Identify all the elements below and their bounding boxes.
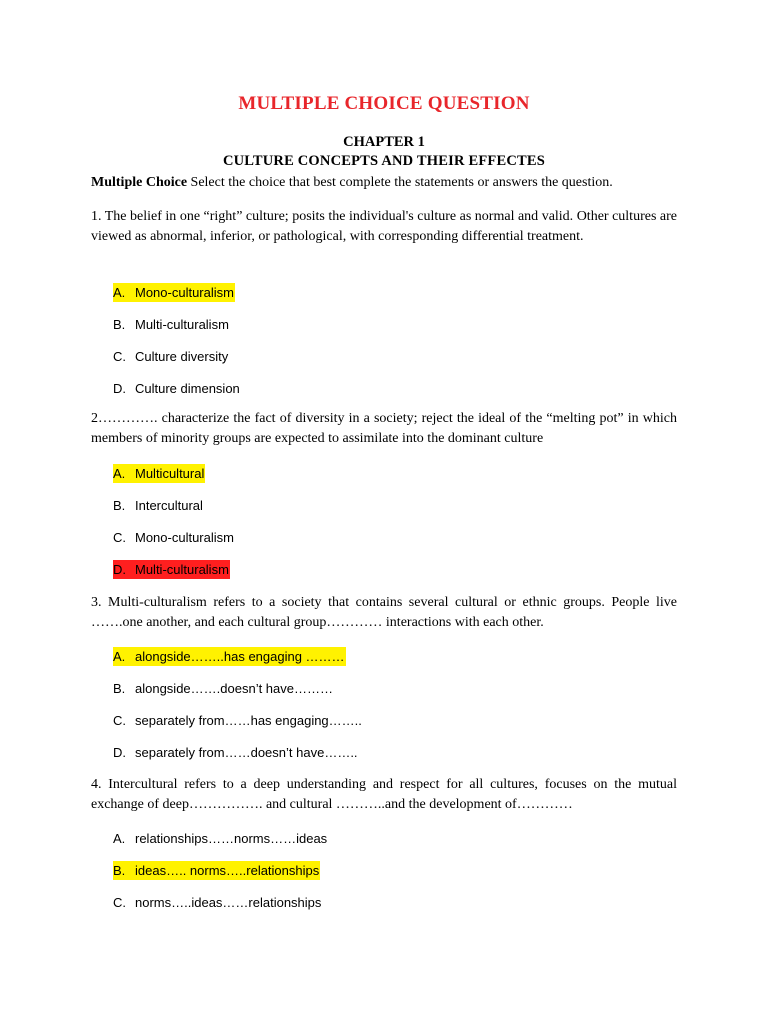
instructions-text: Select the choice that best complete the statements or answers the question.	[187, 175, 613, 190]
question-1-option-c	[113, 347, 228, 366]
option-text: alongside…….doesn’t have………	[135, 681, 333, 696]
option-text: ideas….. norms…..relationships	[135, 863, 320, 878]
question-2-option-b	[113, 496, 203, 515]
question-3: 3. Multi-culturalism refers to a society that contains several cultural or ethnic groups. People live …….one another, and each cultural group………… interactions with each other.	[91, 595, 677, 630]
question-3-option-d	[113, 743, 358, 762]
option-letter: B.	[113, 681, 126, 696]
question-1-option-d	[113, 379, 240, 398]
question-4-option-c	[113, 893, 321, 912]
option-text: Mono-culturalism	[135, 285, 234, 300]
option-text: separately from……doesn’t have……..	[135, 745, 358, 760]
option-text: Multicultural	[135, 466, 205, 481]
question-1: 1. The belief in one “right” culture; posits the individual's culture as normal and valid. Other cultures are viewed as abnormal, inferior, or pathological, with corresponding differential treatment.	[91, 209, 677, 244]
option-letter: A.	[113, 649, 126, 664]
option-letter: D.	[113, 745, 126, 760]
option-letter: B.	[113, 317, 126, 332]
page-title: MULTIPLE CHOICE QUESTION	[238, 93, 530, 114]
option-text: relationships……norms……ideas	[135, 831, 328, 846]
instructions	[91, 175, 691, 191]
question-1-option-b	[113, 315, 229, 334]
chapter-heading: CHAPTER 1	[343, 134, 425, 150]
option-letter: C.	[113, 713, 126, 728]
question-2-option-d	[113, 560, 230, 579]
question-3-option-b	[113, 679, 333, 698]
option-text: Intercultural	[135, 498, 203, 513]
option-text: Culture diversity	[135, 349, 229, 364]
question-1-option-a	[113, 283, 235, 302]
option-text: norms…..ideas……relationships	[135, 895, 322, 910]
question-4-option-b	[113, 861, 320, 880]
option-text: alongside……..has engaging ………	[135, 649, 345, 664]
question-4-option-a	[113, 829, 327, 848]
option-letter: C.	[113, 530, 126, 545]
option-text: Culture dimension	[135, 381, 240, 396]
option-text: Multi-culturalism	[135, 317, 229, 332]
question-4: 4. Intercultural refers to a deep understanding and respect for all cultures, focuses on the mutual exchange of deep……………. and cultural ………..and the development of…………	[91, 777, 677, 812]
option-letter: B.	[113, 498, 126, 513]
question-2-option-a	[113, 464, 205, 483]
question-3-option-c	[113, 711, 362, 730]
option-text: Multi-culturalism	[135, 562, 229, 577]
option-letter: D.	[113, 381, 126, 396]
option-text: separately from……has engaging……..	[135, 713, 362, 728]
option-letter: A.	[113, 466, 126, 481]
question-2: 2…………. characterize the fact of diversity in a society; reject the ideal of the “melting pot” in which members of minority groups are expected to assimilate into the dominant culture	[91, 411, 677, 446]
option-letter: C.	[113, 895, 126, 910]
question-2-option-c	[113, 528, 234, 547]
option-letter: A.	[113, 285, 126, 300]
option-letter: A.	[113, 831, 126, 846]
question-3-option-a	[113, 647, 346, 666]
option-letter: C.	[113, 349, 126, 364]
instructions-label: Multiple Choice	[91, 175, 188, 190]
option-letter: B.	[113, 863, 126, 878]
chapter-subtitle: CULTURE CONCEPTS AND THEIR EFFECTES	[222, 153, 546, 169]
option-text: Mono-culturalism	[135, 530, 234, 545]
option-letter: D.	[113, 562, 126, 577]
